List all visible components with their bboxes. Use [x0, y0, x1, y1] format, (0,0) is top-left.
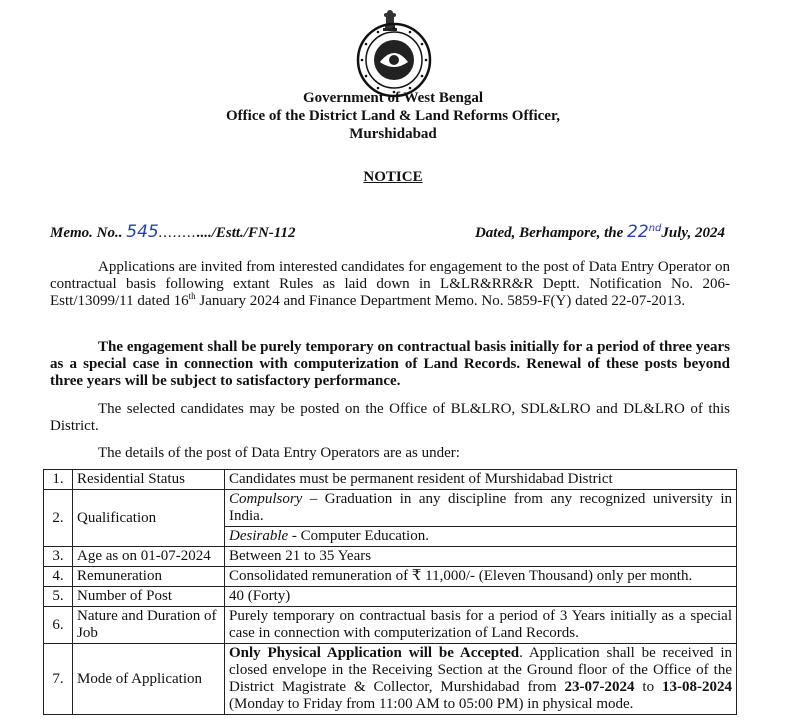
notice-title: NOTICE [363, 169, 423, 185]
table-row: 7. Mode of Application Only Physical Application will be Accepted. Application shall be received in closed envelope in the Receiving Section at the Ground floor of the Office of the District Magistrate & Collector, Murshidabad from 23-07-2024 to 13-08-2024 (Monday to Friday from 11:00 AM to 05:00 PM) in physical mode. [44, 644, 737, 715]
post-details-table [43, 469, 737, 715]
dated-handwritten-day: 22 [627, 222, 649, 242]
paragraph-invitation: Applications are invited from interested candidates for engagement to the post of Data Entry Operator on contractual basis following extant Rules as laid down in L&LR&RR&R Deptt. Notification No. 206-Estt/13099/11 dated 16th January 2024 and Finance Department Memo. No. 5859-F(Y) dated 22-07-2013. [50, 259, 730, 309]
memo-prefix: Memo. No.. [50, 225, 123, 241]
dated-day-suffix: nd [648, 223, 662, 234]
table-row: 3. Age as on 01-07-2024 Between 21 to 35 Years [44, 547, 737, 567]
table-row: 1. Residential Status Candidates must be permanent resident of Murshidabad District [44, 470, 737, 490]
qualification-desirable: Desirable - Computer Education. [225, 527, 737, 547]
qualification-compulsory: Compulsory – Graduation in any discipline from any recognized university in India. [225, 490, 737, 527]
header-district: Murshidabad [349, 126, 437, 142]
paragraph-engagement-terms: The engagement shall be purely temporary on contractual basis initially for a period of three years as a special case in connection with computerization of Land Records. Renewal of these posts beyond three years will be subject to satisfactory performance. [50, 339, 730, 389]
table-row: 5. Number of Post 40 (Forty) [44, 587, 737, 607]
paragraph-posting: The selected candidates may be posted on the Office of BL&LRO, SDL&LRO and DL&LRO of this District. [50, 401, 730, 434]
table-row: 4. Remuneration Consolidated remuneration of ₹ 11,000/- (Eleven Thousand) only per month. [44, 567, 737, 587]
memo-suffix: ..../Estt./FN-112 [196, 225, 296, 241]
dated-month-year: July, 2024 [661, 225, 725, 241]
dated-line [475, 222, 725, 242]
memo-dots: ........ [158, 225, 197, 241]
table-row: 6. Nature and Duration of Job Purely temporary on contractual basis for a period of 3 Years initially as a special case in connection with computerization of Land Records. [44, 607, 737, 644]
paragraph-details-intro: The details of the post of Data Entry Operators are as under: [98, 445, 460, 461]
memo-handwritten-number: 545 [126, 222, 159, 242]
dated-prefix: Dated, Berhampore, the [474, 225, 624, 241]
table-row: 2. Qualification Compulsory – Graduation in any discipline from any recognized university in India. [44, 490, 737, 527]
memo-number [50, 222, 295, 242]
mode-of-application-text: Only Physical Application will be Accepted. Application shall be received in closed envelope in the Receiving Section at the Ground floor of the Office of the District Magistrate & Collector, Murshidabad from 23-07-2024 to 13-08-2024 (Monday to Friday from 11:00 AM to 05:00 PM) in physical mode. [225, 644, 737, 715]
header-office: Office of the District Land & Land Reforms Officer, [226, 108, 560, 124]
header-government: Government of West Bengal [302, 90, 484, 106]
district-seal-icon [356, 22, 432, 98]
